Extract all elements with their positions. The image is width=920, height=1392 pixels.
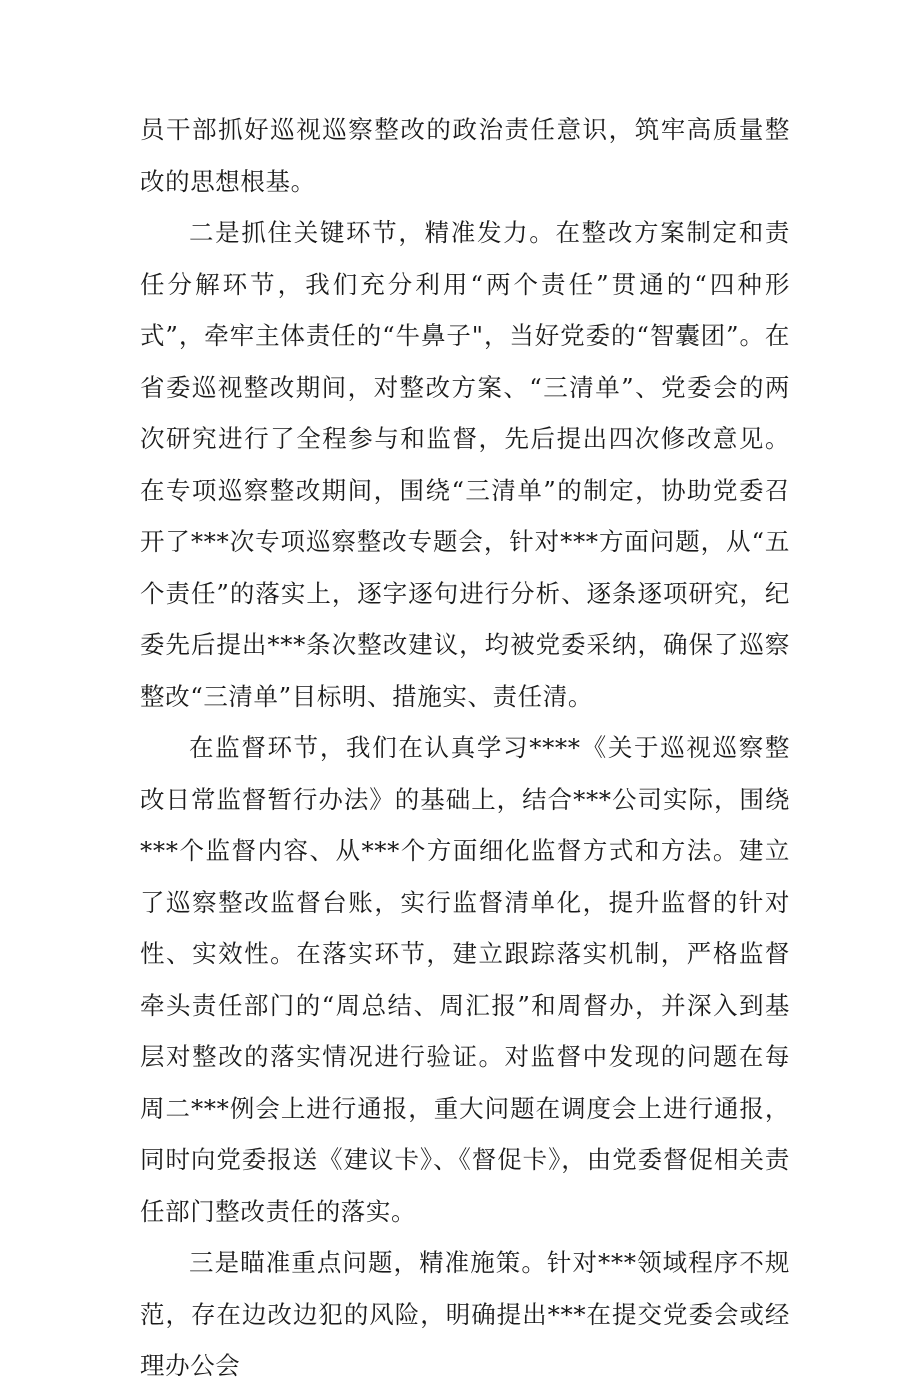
- paragraph-supervision: 在监督环节，我们在认真学习****《关于巡视巡察整改日常监督暂行办法》的基础上，结合***公司实际，围绕***个监督内容、从***个方面细化监督方式和方法。建立了巡察整改监督台账，实行监督清单化，提升监督的针对性、实效性。在落实环节，建立跟踪落实机制，严格监督牵头责任部门的“周总结、周汇报”和周督办，并深入到基层对整改的落实情况进行验证。对监督中发现的问题在每周二***例会上进行通报，重大问题在调度会上进行通报，同时向党委报送《建议卡》、《督促卡》，由党委督促相关责任部门整改责任的落实。: [140, 733, 790, 1226]
- paragraph-continuation: 员干部抓好巡视巡察整改的政治责任意识，筑牢高质量整改的思想根基。: [140, 115, 790, 196]
- document-body: [140, 104, 790, 1392]
- paragraph-key-links: 二是抓住关键环节，精准发力。在整改方案制定和责任分解环节，我们充分利用“两个责任”贯通的“四种形式”，牵牢主体责任的“牛鼻子"，当好党委的“智囊团”。在省委巡视整改期间，对整改方案、“三清单”、党委会的两次研究进行了全程参与和监督，先后提出四次修改意见。在专项巡察整改期间，围绕“三清单”的制定，协助党委召开了***次专项巡察整改专题会，针对***方面问题，从“五个责任”的落实上，逐字逐句进行分析、逐条逐项研究，纪委先后提出***条次整改建议，均被党委采纳，确保了巡察整改“三清单”目标明、措施实、责任清。: [140, 218, 790, 711]
- paragraph-key-issues: 三是瞄准重点问题，精准施策。针对***领域程序不规范，存在边改边犯的风险，明确提出***在提交党委会或经理办公会: [140, 1248, 790, 1380]
